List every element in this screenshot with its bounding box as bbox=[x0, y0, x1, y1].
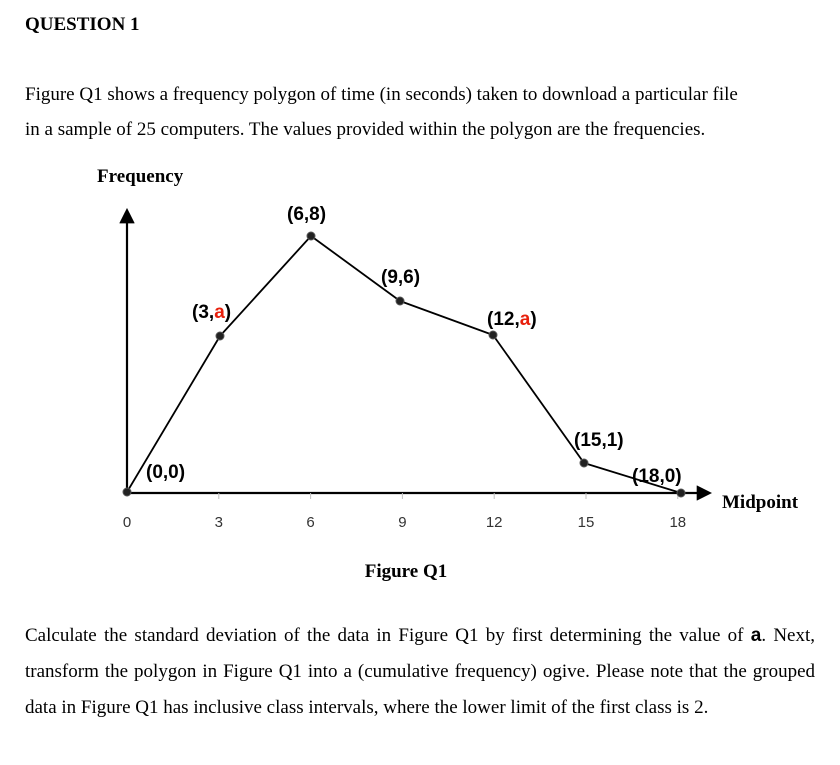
data-point bbox=[123, 488, 131, 496]
x-tick-label: 3 bbox=[214, 514, 223, 531]
intro-line-2: in a sample of 25 computers. The values provided within the polygon are the frequencies. bbox=[25, 119, 706, 140]
question-paragraph bbox=[25, 618, 815, 726]
y-axis-title: Frequency bbox=[97, 166, 184, 187]
data-point bbox=[677, 489, 685, 497]
x-tick-label: 15 bbox=[577, 514, 595, 531]
question-heading: QUESTION 1 bbox=[25, 14, 140, 35]
question-text-part1: Calculate the standard deviation of the data in Figure Q1 by first determining the value of bbox=[25, 625, 751, 646]
point-label: (18,0) bbox=[632, 466, 682, 487]
variable-a: a bbox=[750, 625, 762, 646]
point-label: (12,a) bbox=[487, 309, 537, 330]
question-text-part2: . Next, transform the polygon in Figure Q1 into a (cumulative frequency) ogive. Please note that the grouped data in Figure Q1 has inclusive class intervals, where the lower limit of the first class is 2. bbox=[25, 625, 816, 718]
data-point bbox=[307, 232, 315, 240]
x-axis-title: Midpoint bbox=[722, 492, 799, 513]
variable-a: a bbox=[519, 309, 531, 330]
point-label: (15,1) bbox=[574, 430, 624, 451]
point-label: (3,a) bbox=[192, 302, 232, 323]
intro-line-1: Figure Q1 shows a frequency polygon of time (in seconds) taken to download a particular file bbox=[25, 84, 738, 105]
data-point bbox=[216, 332, 224, 340]
x-tick-label: 0 bbox=[122, 514, 132, 531]
data-point bbox=[489, 331, 497, 339]
point-label: (0,0) bbox=[146, 462, 186, 483]
x-tick-label: 12 bbox=[485, 514, 503, 531]
data-point bbox=[396, 297, 404, 305]
figure-caption: Figure Q1 bbox=[364, 561, 448, 582]
x-tick-label: 9 bbox=[398, 514, 407, 531]
data-point bbox=[580, 459, 588, 467]
x-tick-label: 6 bbox=[306, 514, 315, 531]
x-tick-label: 18 bbox=[669, 514, 687, 531]
point-label: (9,6) bbox=[381, 267, 421, 288]
variable-a: a bbox=[214, 302, 225, 323]
point-label: (6,8) bbox=[287, 204, 327, 225]
